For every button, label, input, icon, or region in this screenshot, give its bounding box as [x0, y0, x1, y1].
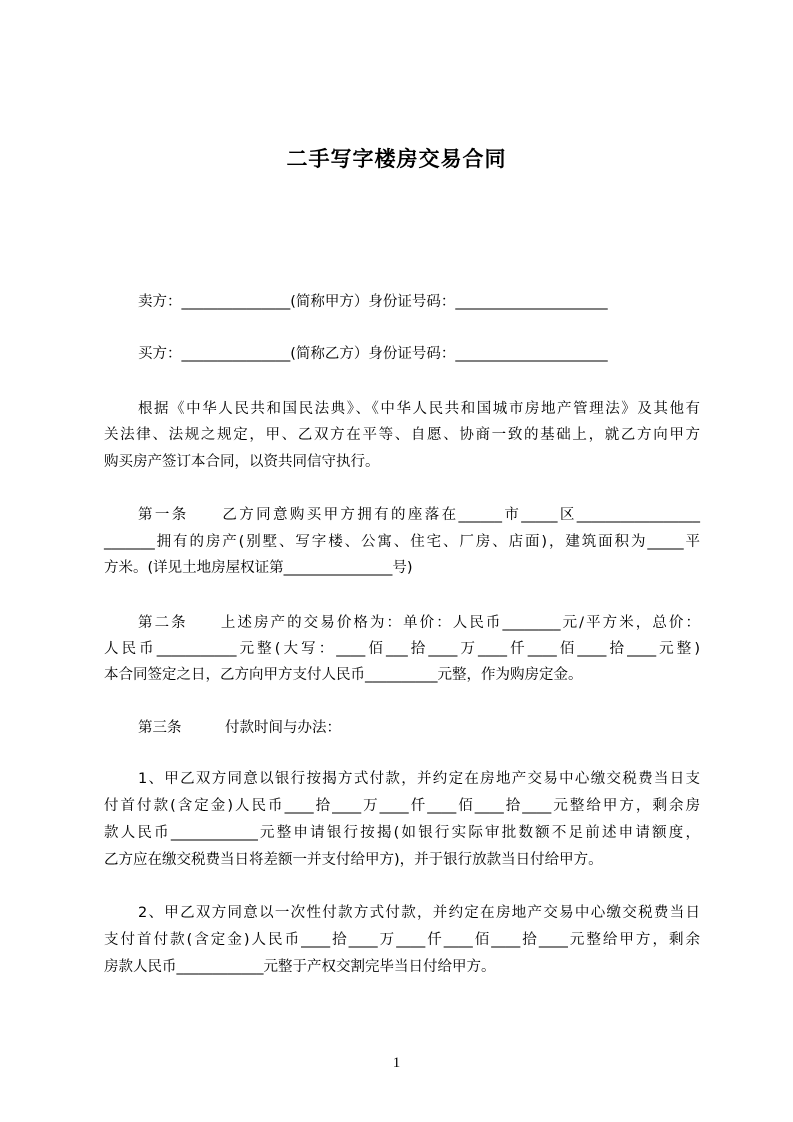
item2-line: 房款人民币____________元整于产权交割完毕当日付给甲方。 — [104, 959, 496, 975]
article1-line: 方米。(详见土地房屋权证第_______________号) — [104, 560, 413, 576]
item1-line: 1、甲乙双方同意以银行按揭方式付款，并约定在房地产交易中心缴交税费当日支 — [138, 771, 700, 787]
preamble-line: 购买房产签订本合同，以资共同信守执行。 — [104, 454, 380, 470]
seller-line: 卖方：_______________(简称甲方）身份证号码：_____________________ — [138, 294, 608, 310]
item1-line: 付首付款(含定金)人民币____拾____万____仟____佰____拾____元整给甲方，剩余房 — [104, 798, 700, 814]
preamble-line: 根据《中华人民共和国民法典》、《中华人民共和国城市房地产管理法》及其他有 — [138, 401, 700, 417]
article1-line: 第一条 乙方同意购买甲方拥有的座落在______市_____区_________________ — [138, 507, 700, 523]
document-title: 二手写字楼房交易合同 — [286, 147, 507, 171]
article2-line: 第二条 上述房产的交易价格为：单价：人民币________元/平方米，总价： — [138, 615, 700, 631]
buyer-line: 买方：_______________(简称乙方）身份证号码：_____________________ — [138, 346, 608, 362]
article3-heading: 第三条 付款时间与办法： — [138, 720, 341, 736]
item1-line: 款人民币____________元整申请银行按揭(如银行实际审批数额不足前述申请额度， — [104, 825, 700, 841]
article1-line: _______拥有的房产(别墅、写字楼、公寓、住宅、厂房、店面)，建筑面积为_____平 — [104, 534, 700, 550]
preamble-line: 关法律、法规之规定，甲、乙双方在平等、自愿、协商一致的基础上，就乙方向甲方 — [104, 427, 700, 443]
item2-line: 支付首付款(含定金)人民币____拾____万____仟____佰____拾____元整给甲方，剩余 — [104, 932, 700, 948]
article2-line: 人民币___________元整(大写：____佰___拾____万____仟____佰____拾____元整) — [104, 641, 700, 657]
item1-line: 乙方应在缴交税费当日将差额一并支付给甲方)，并于银行放款当日付给甲方。 — [104, 852, 603, 868]
article2-line: 本合同签定之日，乙方向甲方支付人民币__________元整，作为购房定金。 — [104, 667, 583, 683]
page-number: 1 — [392, 1055, 401, 1071]
item2-line: 2、甲乙双方同意以一次性付款方式付款，并约定在房地产交易中心缴交税费当日 — [138, 905, 700, 921]
